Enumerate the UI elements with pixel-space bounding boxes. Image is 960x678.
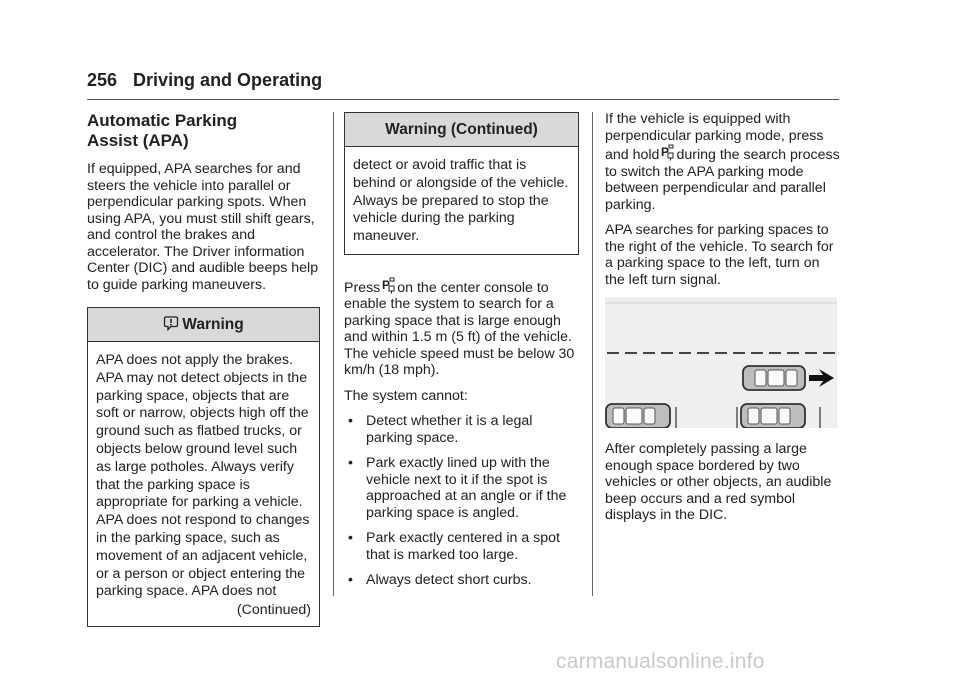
parking-assist-icon [382, 277, 395, 294]
svg-text:P: P [661, 145, 670, 159]
bullet-dot: • [348, 455, 353, 472]
bullet-text: Always detect short curbs. [366, 572, 532, 589]
mode-text-hold: and hold [605, 147, 660, 163]
bullet-item [344, 530, 579, 563]
parking-diagram-svg [605, 297, 837, 428]
parking-diagram [605, 297, 837, 428]
continued-label: (Continued) [236, 602, 311, 619]
column-2 [344, 112, 579, 598]
direction-arrow-icon [809, 369, 834, 387]
warning-continued-box [344, 112, 579, 255]
mode-text-rest: process to switch the APA parking mode between perpendicular and parallel parking. [605, 147, 840, 213]
intro-paragraph: If equipped, APA searches for and steers the vehicle into parallel or perpendicular parking spots. When using APA, you must still shift gears, and control the brakes and accelerator. The Driver information Center (DIC) and audible beeps help to guide parking maneuvers. [87, 161, 319, 293]
heading-line-2: Assist (APA) [87, 131, 189, 150]
warning-title: Warning [182, 316, 244, 333]
mode-paragraph [605, 111, 841, 213]
header-rule [87, 99, 839, 100]
bullet-item [344, 572, 579, 589]
bullet-text: Park exactly centered in a spot that is marked too large. [366, 530, 560, 563]
bullet-text: Park exactly lined up with the vehicle next to it if the spot is approached at an angle or if the parking space is angled. [366, 455, 567, 521]
press-text: Press [344, 279, 381, 296]
heading-line-1: Automatic Parking [87, 111, 238, 130]
svg-text:P: P [382, 277, 391, 292]
bullet-item [344, 455, 579, 521]
watermark: carmanualsonline.info [556, 650, 765, 673]
column-1 [87, 111, 320, 627]
warning-text: APA does not apply the brakes. APA may not detect objects in the parking space, objects that are soft or narrow, objects high off the ground such as flatbed trucks, or objects below ground level such as large potholes. Always verify that the parking space is appropriate for parking a vehicle. APA does not respond to changes in the parking space, such as movement of an adjacent vehicle, or a person or object entering the parking space. APA does not [96, 352, 310, 600]
bullet-item [344, 413, 579, 446]
bullet-dot: • [348, 413, 353, 430]
press-text-rest: enable the system to search for a parking space that is large enough and within 1.5 m (5 ft) of the vehicle. The vehicle speed must be below 30 km/h (18 mph). [344, 296, 575, 379]
section-heading [87, 111, 320, 151]
press-text-after: on the center console to [397, 279, 549, 296]
bullet-dot: • [348, 530, 353, 547]
warning-body [88, 342, 319, 626]
page-header [87, 70, 322, 91]
parking-assist-icon [661, 144, 674, 161]
mode-text-during: during the search [676, 147, 787, 163]
space-found-paragraph: After completely passing a large enough space bordered by two vehicles or other objects, an audible beep occurs and a red symbol displays in the DIC. [605, 441, 832, 523]
warning-header [88, 308, 319, 342]
bullet-dot: • [348, 572, 353, 589]
page-number: 256 [87, 70, 118, 90]
moving-vehicle [743, 366, 805, 390]
column-3-lower [605, 441, 841, 533]
warning-continued-header: Warning (Continued) [345, 113, 578, 147]
parked-vehicle [741, 404, 805, 428]
column-divider-2 [592, 112, 593, 596]
warning-continued-body: detect or avoid traffic that is behind or alongside of the vehicle. Always be prepared to stop the vehicle during the parking maneuver. [353, 157, 569, 245]
mode-text-1: If the vehicle is equipped with perpendicular parking mode, press [605, 111, 824, 144]
column-3 [605, 111, 841, 297]
warning-icon [163, 315, 179, 331]
warning-box [87, 307, 320, 627]
section-title: Driving and Operating [133, 70, 323, 90]
parked-vehicle [606, 404, 670, 428]
cannot-heading: The system cannot: [344, 387, 468, 404]
press-paragraph [344, 277, 579, 379]
search-side-paragraph: APA searches for parking spaces to the right of the vehicle. To search for a parking space to the left, turn on the left turn signal. [605, 222, 834, 288]
column-divider-1 [333, 112, 334, 596]
bullet-text: Detect whether it is a legal parking space. [366, 413, 533, 446]
